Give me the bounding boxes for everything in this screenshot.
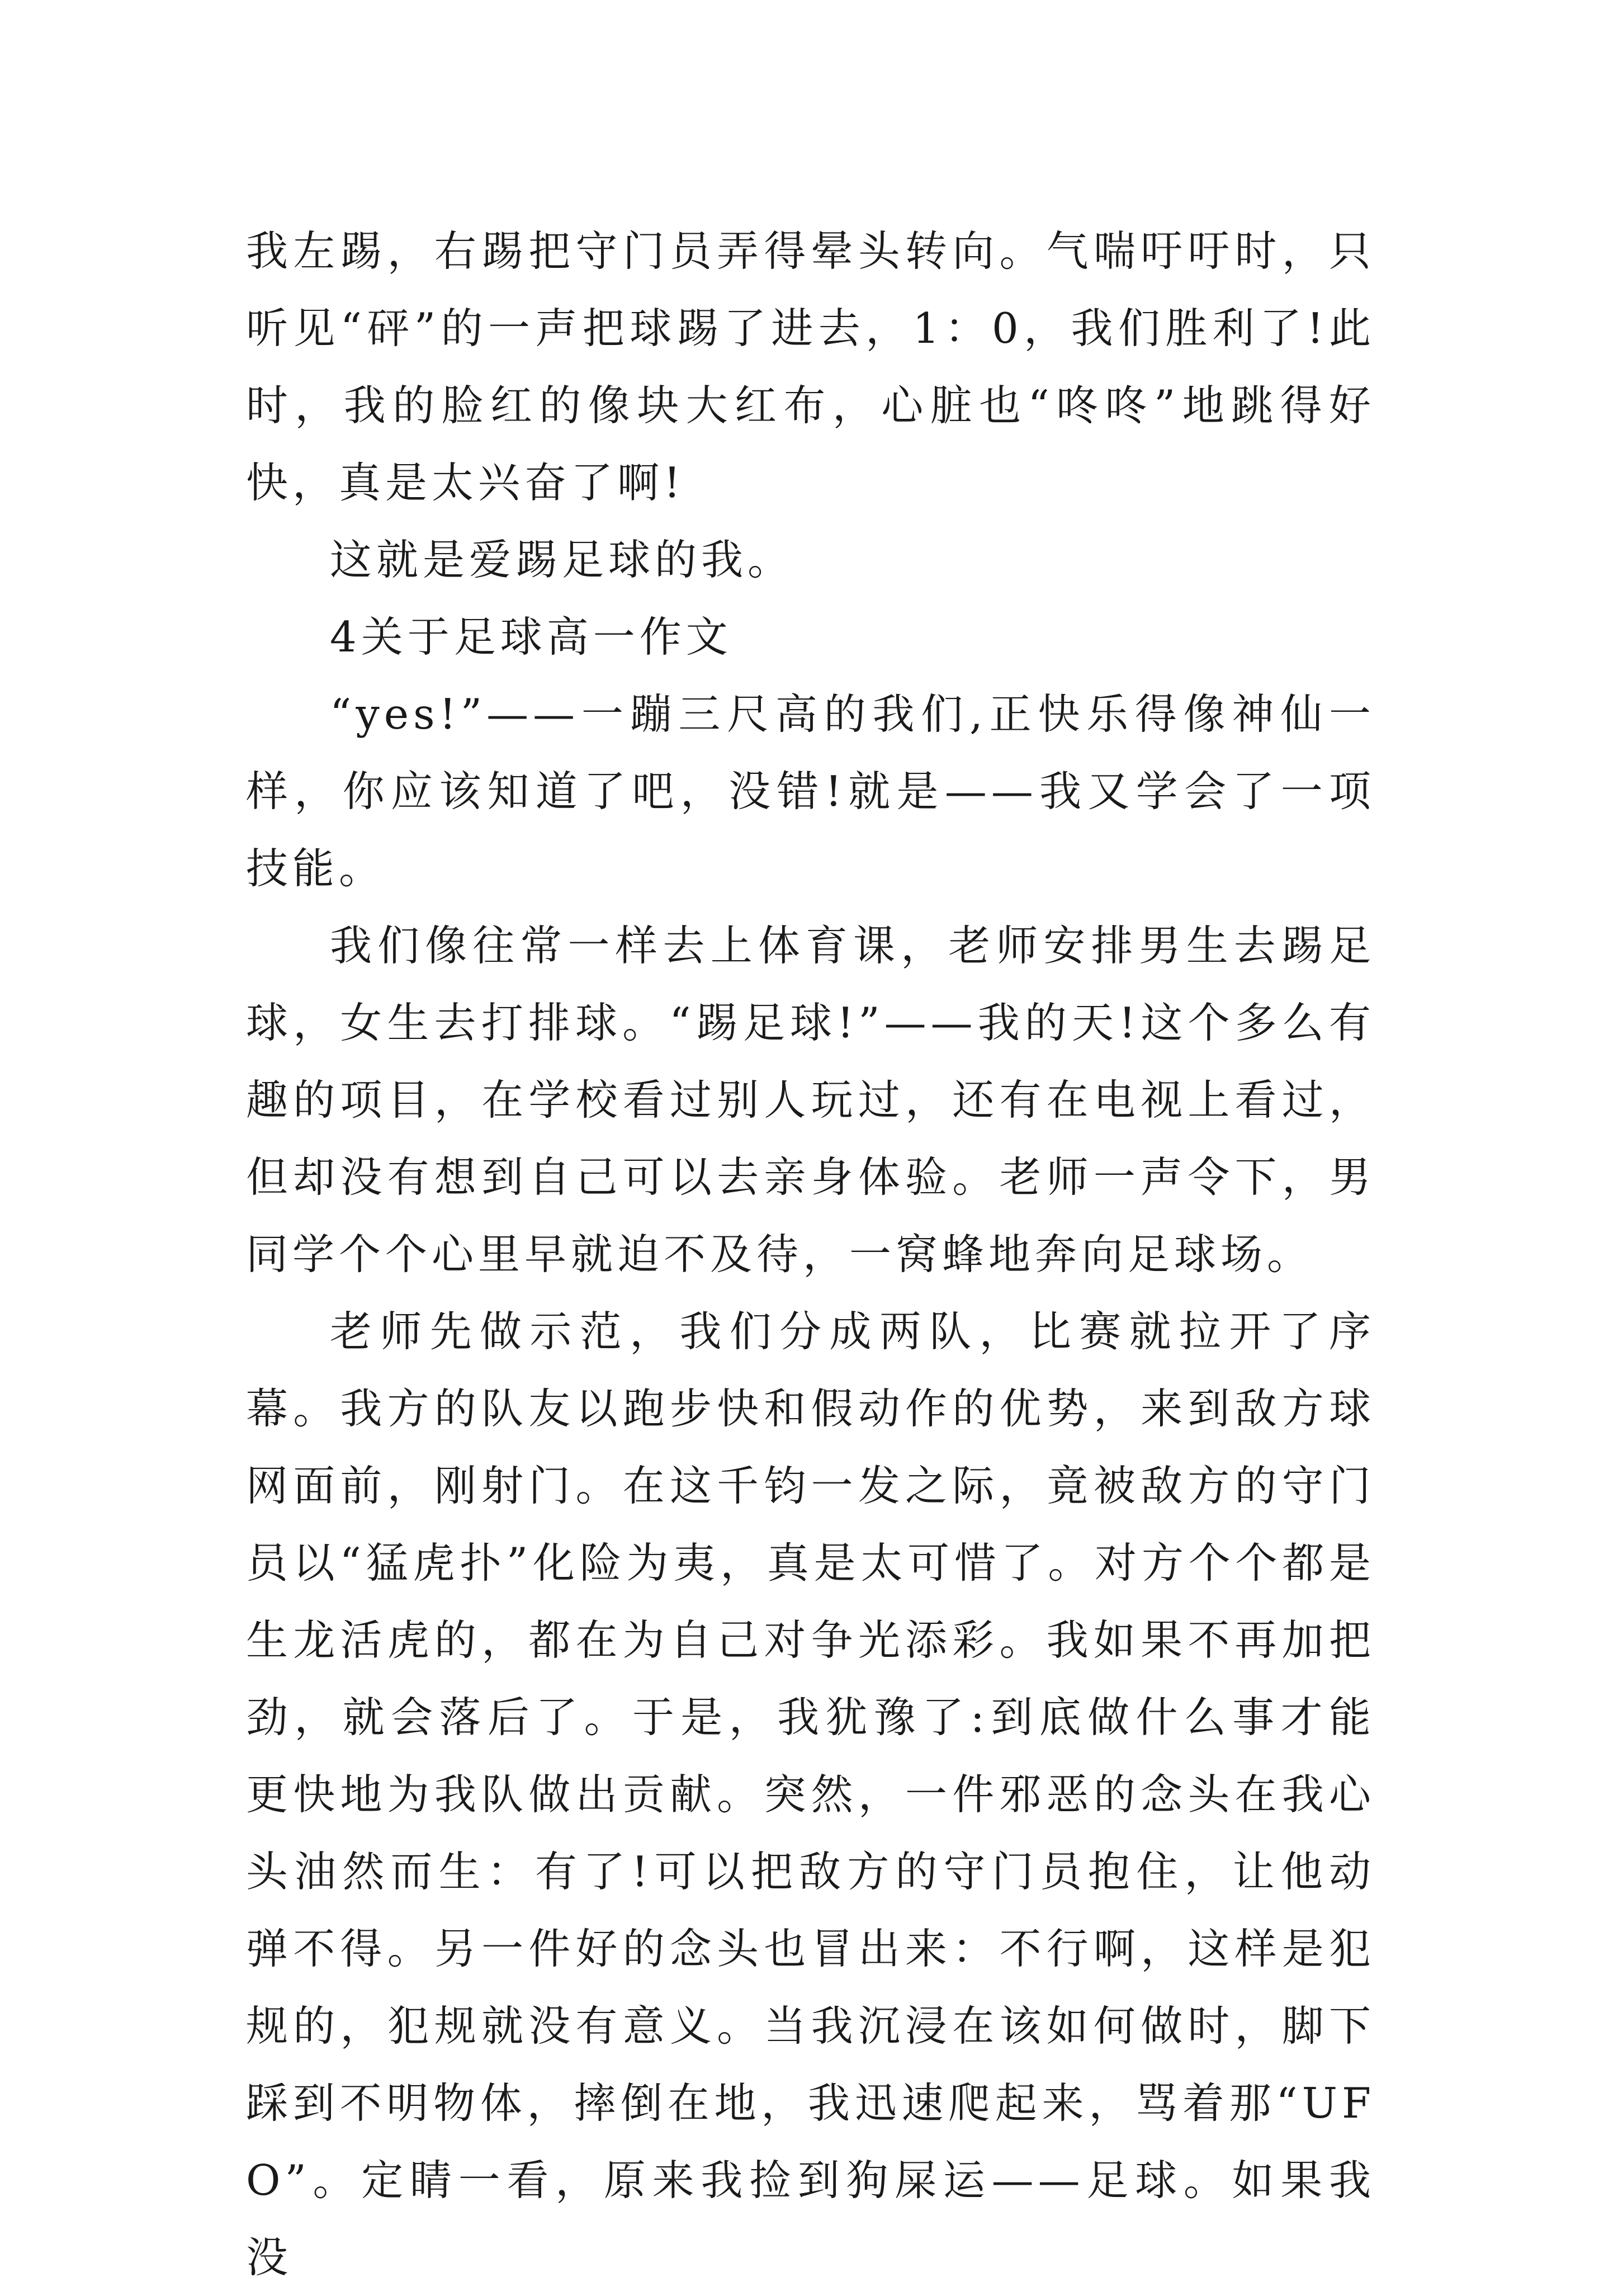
paragraph: 这就是爱踢足球的我。 (330, 535, 794, 584)
paragraph: 老师先做示范，我们分成两队，比赛就拉开了序幕。我方的队友以跑步快和假动作的优势，来到敌方球网面前，刚射门。在这千钧一发之际，竟被敌方的守门员以“猛虎扑”化险为夷，真是太可惜了。对方个个都是生龙活虎的，都在为自己对争光添彩。我如果不再加把劲，就会落后了。于是，我犹豫了:到底做什么事才能更快地为我队做出贡献。突然，一件邪恶的念头在我心头油然而生：有了!可以把敌方的守门员抱住，让他动弹不得。另一件好的念头也冒出来：不行啊，这样是犯规的，犯规就没有意义。当我沉浸在该如何做时，脚下踩到不明物体，摔倒在地，我迅速爬起来，骂着那“UFO”。定睛一看，原来我捡到狗屎运——足球。如果我没 (246, 1307, 1375, 2282)
section-heading: 4关于足球高一作文 (330, 612, 732, 662)
paragraph: “yes!”——一蹦三尺高的我们,正快乐得像神仙一样，你应该知道了吧，没错!就是——我又学会了一项技能。 (246, 689, 1375, 893)
paragraph: 我们像往常一样去上体育课，老师安排男生去踢足球，女生去打排球。“踢足球!”——我的天!这个多么有趣的项目，在学校看过别人玩过，还有在电视上看过，但却没有想到自己可以去亲身体验。老师一声令下，男同学个个心里早就迫不及待，一窝蜂地奔向足球场。 (246, 921, 1375, 1279)
document-body (246, 212, 1375, 2296)
paragraph: 我左踢，右踢把守门员弄得晕头转向。气喘吁吁时，只听见“砰”的一声把球踢了进去，1：0，我们胜利了!此时，我的脸红的像块大红布，心脏也“咚咚”地跳得好快，真是太兴奋了啊! (246, 226, 1375, 507)
